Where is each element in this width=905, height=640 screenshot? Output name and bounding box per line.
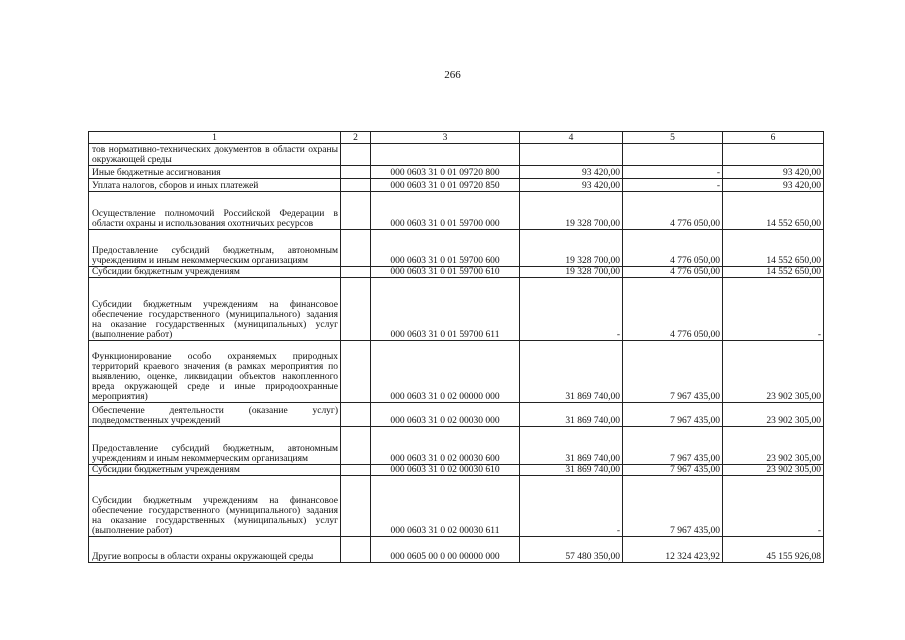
row-value-6: 45 155 926,08 bbox=[723, 537, 824, 563]
row-value-6: 23 902 305,00 bbox=[723, 403, 824, 427]
column-header-4: 4 bbox=[520, 132, 623, 144]
row-value-5 bbox=[623, 144, 723, 166]
table-row bbox=[89, 427, 824, 465]
row-budget-code: 000 0603 31 0 01 59700 600 bbox=[371, 230, 520, 267]
row-value-6 bbox=[723, 144, 824, 166]
row-budget-code: 000 0603 31 0 01 09720 800 bbox=[371, 166, 520, 179]
row-col2 bbox=[341, 341, 371, 403]
row-value-4: - bbox=[520, 476, 623, 537]
table-row bbox=[89, 465, 824, 476]
row-value-4: 31 869 740,00 bbox=[520, 465, 623, 476]
row-value-6: - bbox=[723, 278, 824, 341]
row-description: Предоставление субсидий бюджетным, автономным учреждениям и иным некоммерческим организациям bbox=[89, 230, 341, 267]
row-value-6: 14 552 650,00 bbox=[723, 267, 824, 278]
row-value-6: 23 902 305,00 bbox=[723, 465, 824, 476]
row-col2 bbox=[341, 278, 371, 341]
row-budget-code: 000 0603 31 0 02 00000 000 bbox=[371, 341, 520, 403]
row-description: Функционирование особо охраняемых природных территорий краевого значения (в рамках мероприятия по выявлению, оценке, ликвидации объектов накопленного вреда окружающей среде и иные природоохранные мероприятия) bbox=[89, 341, 341, 403]
row-value-5: 4 776 050,00 bbox=[623, 267, 723, 278]
row-description: Субсидии бюджетным учреждениям bbox=[89, 465, 341, 476]
column-header-6: 6 bbox=[723, 132, 824, 144]
row-value-4: - bbox=[520, 278, 623, 341]
row-value-5: 4 776 050,00 bbox=[623, 230, 723, 267]
row-description: Осуществление полномочий Российской Федерации в области охраны и использования охотничьих ресурсов bbox=[89, 192, 341, 230]
row-value-4: 31 869 740,00 bbox=[520, 341, 623, 403]
row-value-4 bbox=[520, 144, 623, 166]
column-header-3: 3 bbox=[371, 132, 520, 144]
row-value-5: - bbox=[623, 179, 723, 192]
row-value-4: 93 420,00 bbox=[520, 166, 623, 179]
row-col2 bbox=[341, 403, 371, 427]
table-row bbox=[89, 179, 824, 192]
row-description: Субсидии бюджетным учреждениям bbox=[89, 267, 341, 278]
table-row bbox=[89, 192, 824, 230]
row-value-4: 31 869 740,00 bbox=[520, 427, 623, 465]
row-value-5: 7 967 435,00 bbox=[623, 465, 723, 476]
row-value-4: 19 328 700,00 bbox=[520, 230, 623, 267]
row-budget-code: 000 0603 31 0 01 09720 850 bbox=[371, 179, 520, 192]
row-budget-code: 000 0603 31 0 01 59700 611 bbox=[371, 278, 520, 341]
row-col2 bbox=[341, 230, 371, 267]
row-budget-code: 000 0603 31 0 01 59700 000 bbox=[371, 192, 520, 230]
row-value-5: 4 776 050,00 bbox=[623, 278, 723, 341]
row-col2 bbox=[341, 192, 371, 230]
row-value-4: 19 328 700,00 bbox=[520, 267, 623, 278]
row-budget-code: 000 0603 31 0 02 00030 611 bbox=[371, 476, 520, 537]
row-value-5: 7 967 435,00 bbox=[623, 341, 723, 403]
row-budget-code: 000 0603 31 0 02 00030 600 bbox=[371, 427, 520, 465]
budget-table bbox=[88, 131, 824, 563]
row-budget-code bbox=[371, 144, 520, 166]
row-value-6: 93 420,00 bbox=[723, 179, 824, 192]
table-row bbox=[89, 267, 824, 278]
row-budget-code: 000 0605 00 0 00 00000 000 bbox=[371, 537, 520, 563]
row-budget-code: 000 0603 31 0 02 00030 000 bbox=[371, 403, 520, 427]
row-budget-code: 000 0603 31 0 02 00030 610 bbox=[371, 465, 520, 476]
row-value-4: 57 480 350,00 bbox=[520, 537, 623, 563]
row-value-5: 7 967 435,00 bbox=[623, 427, 723, 465]
row-value-6: - bbox=[723, 476, 824, 537]
table-row bbox=[89, 476, 824, 537]
row-description: Субсидии бюджетным учреждениям на финансовое обеспечение государственного (муниципального) задания на оказание государственных (муниципальных) услуг (выполнение работ) bbox=[89, 278, 341, 341]
row-description: Предоставление субсидий бюджетным, автономным учреждениям и иным некоммерческим организациям bbox=[89, 427, 341, 465]
row-col2 bbox=[341, 144, 371, 166]
column-header-2: 2 bbox=[341, 132, 371, 144]
row-value-5: 7 967 435,00 bbox=[623, 476, 723, 537]
row-value-5: 12 324 423,92 bbox=[623, 537, 723, 563]
table-row bbox=[89, 537, 824, 563]
row-col2 bbox=[341, 427, 371, 465]
row-description: Субсидии бюджетным учреждениям на финансовое обеспечение государственного (муниципального) задания на оказание государственных (муниципальных) услуг (выполнение работ) bbox=[89, 476, 341, 537]
row-value-4: 31 869 740,00 bbox=[520, 403, 623, 427]
table-row bbox=[89, 403, 824, 427]
row-description: Уплата налогов, сборов и иных платежей bbox=[89, 179, 341, 192]
row-col2 bbox=[341, 476, 371, 537]
table-row bbox=[89, 166, 824, 179]
table-row bbox=[89, 144, 824, 166]
row-value-6: 23 902 305,00 bbox=[723, 341, 824, 403]
table-header-row bbox=[89, 132, 824, 144]
row-value-5: 4 776 050,00 bbox=[623, 192, 723, 230]
row-value-6: 23 902 305,00 bbox=[723, 427, 824, 465]
row-value-6: 14 552 650,00 bbox=[723, 230, 824, 267]
row-col2 bbox=[341, 465, 371, 476]
column-header-5: 5 bbox=[623, 132, 723, 144]
row-value-6: 93 420,00 bbox=[723, 166, 824, 179]
table-row bbox=[89, 230, 824, 267]
row-col2 bbox=[341, 267, 371, 278]
row-description: Обеспечение деятельности (оказание услуг) подведомственных учреждений bbox=[89, 403, 341, 427]
column-header-1: 1 bbox=[89, 132, 341, 144]
table-row bbox=[89, 341, 824, 403]
row-value-5: 7 967 435,00 bbox=[623, 403, 723, 427]
row-budget-code: 000 0603 31 0 01 59700 610 bbox=[371, 267, 520, 278]
row-col2 bbox=[341, 179, 371, 192]
row-col2 bbox=[341, 537, 371, 563]
row-description: Другие вопросы в области охраны окружающей среды bbox=[89, 537, 341, 563]
row-value-5: - bbox=[623, 166, 723, 179]
row-value-6: 14 552 650,00 bbox=[723, 192, 824, 230]
row-description: тов нормативно-технических документов в области охраны окружающей среды bbox=[89, 144, 341, 166]
row-value-4: 93 420,00 bbox=[520, 179, 623, 192]
page-number: 266 bbox=[444, 69, 461, 81]
row-col2 bbox=[341, 166, 371, 179]
row-value-4: 19 328 700,00 bbox=[520, 192, 623, 230]
table-row bbox=[89, 278, 824, 341]
row-description: Иные бюджетные ассигнования bbox=[89, 166, 341, 179]
